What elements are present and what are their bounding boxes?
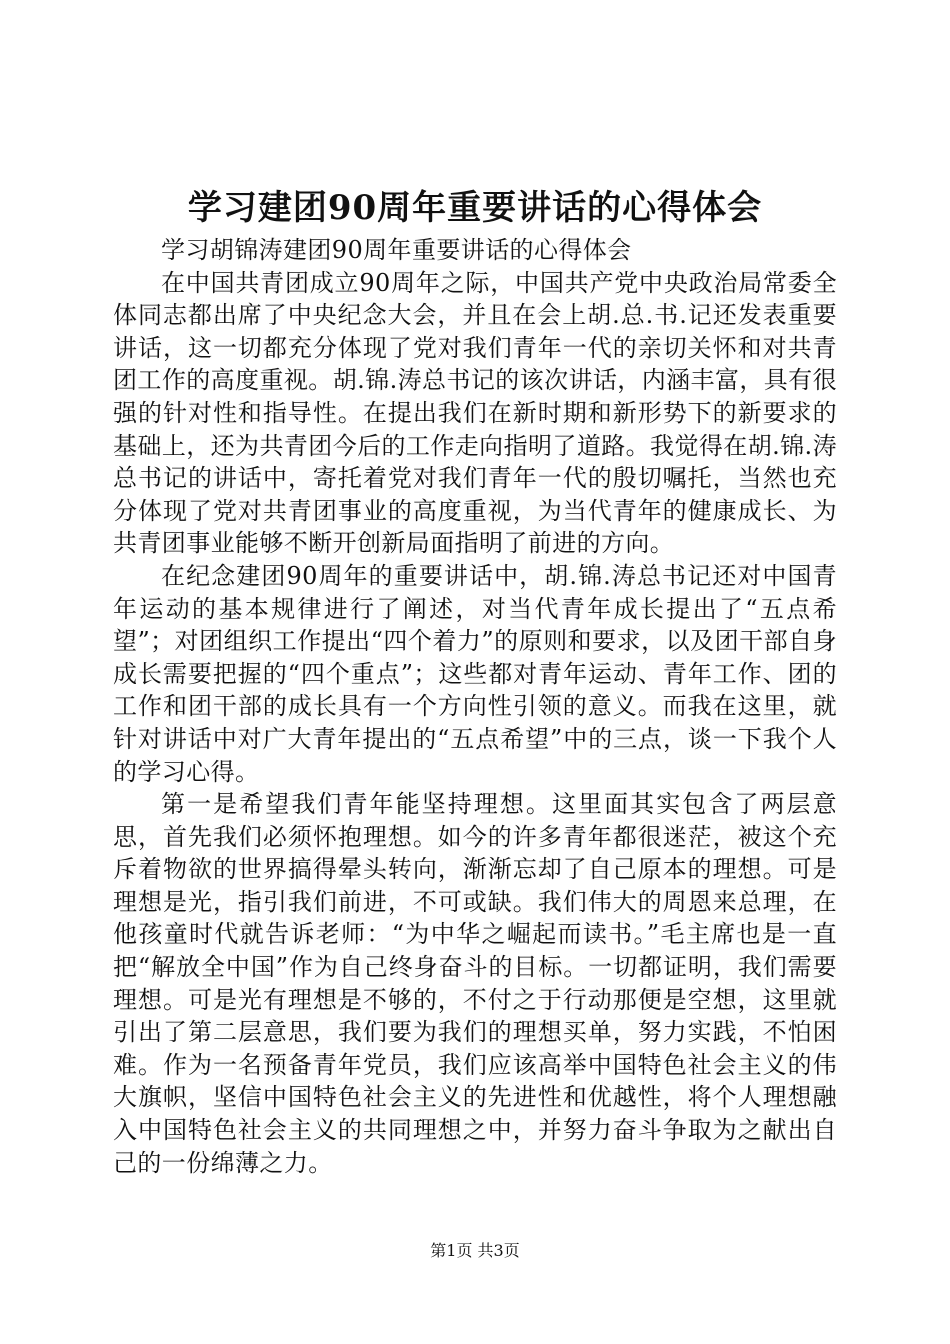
document-body [113, 234, 837, 1179]
paragraph-2: 在纪念建团90周年的重要讲话中，胡.锦.涛总书记还对中国青年运动的基本规律进行了阐述，对当代青年成长提出了“五点希望”；对团组织工作提出“四个着力”的原则和要求，以及团干部自身成长需要把握的“四个重点”；这些都对青年运动、青年工作、团的工作和团干部的成长具有一个方向性引领的意义。而我在这里，就针对讲话中对广大青年提出的“五点希望”中的三点，谈一下我个人的学习心得。 [113, 561, 837, 786]
paragraph-1: 在中国共青团成立90周年之际，中国共产党中央政治局常委全体同志都出席了中央纪念大会，并且在会上胡.总.书.记还发表重要讲话，这一切都充分体现了党对我们青年一代的亲切关怀和对共青团工作的高度重视。胡.锦.涛总书记的该次讲话，内涵丰富，具有很强的针对性和指导性。在提出我们在新时期和新形势下的新要求的基础上，还为共青团今后的工作走向指明了道路。我觉得在胡.锦.涛总书记的讲话中，寄托着党对我们青年一代的殷切嘱托，当然也充分体现了党对共青团事业的高度重视，为当代青年的健康成长、为共青团事业能够不断开创新局面指明了前进的方向。 [113, 268, 837, 558]
page-footer: 第1页 共3页 [430, 1241, 520, 1260]
document-title: 学习建团90周年重要讲话的心得体会 [187, 188, 763, 228]
paragraph-3: 第一是希望我们青年能坚持理想。这里面其实包含了两层意思，首先我们必须怀抱理想。如今的许多青年都很迷茫，被这个充斥着物欲的世界搞得晕头转向，渐渐忘却了自己原本的理想。可是理想是光，指引我们前进，不可或缺。我们伟大的周恩来总理，在他孩童时代就告诉老师：“为中华之崛起而读书。”毛主席也是一直把“解放全中国”作为自己终身奋斗的目标。一切都证明，我们需要理想。可是光有理想是不够的，不付之于行动那便是空想，这里就引出了第二层意思，我们要为我们的理想买单，努力实践，不怕困难。作为一名预备青年党员，我们应该高举中国特色社会主义的伟大旗帜，坚信中国特色社会主义的先进性和优越性，将个人理想融入中国特色社会主义的共同理想之中，并努力奋斗争取为之献出自己的一份绵薄之力。 [113, 790, 837, 1177]
paragraph-subtitle: 学习胡锦涛建团90周年重要讲话的心得体会 [161, 236, 632, 264]
